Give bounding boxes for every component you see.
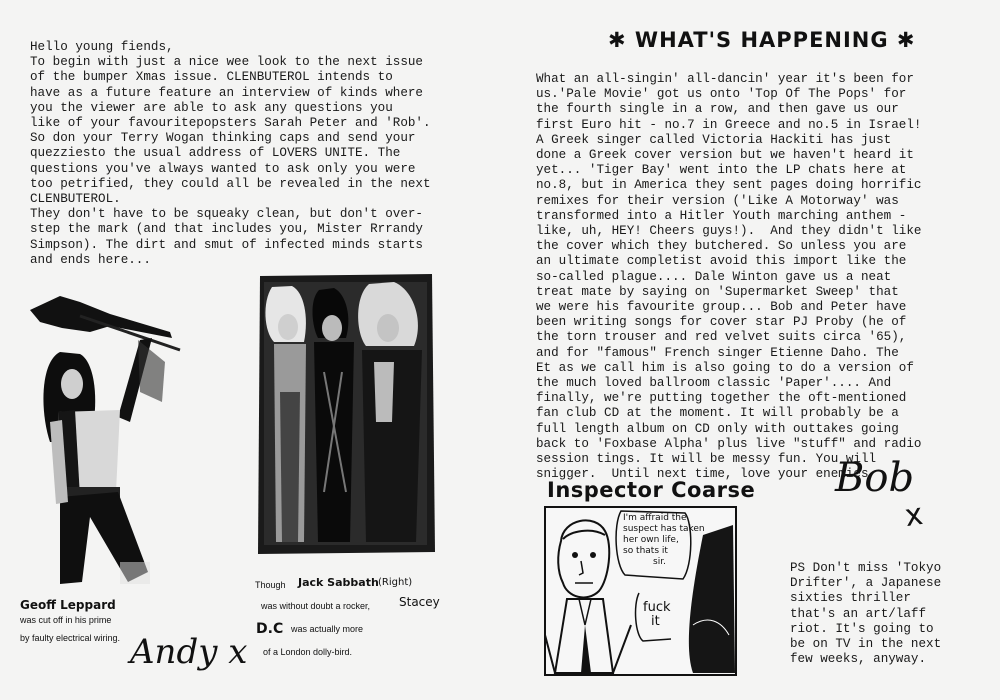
caption-geoff-line2: by faulty electrical wiring. bbox=[20, 633, 121, 643]
caption-more: was actually more bbox=[291, 624, 364, 634]
speech-line: so thats it bbox=[623, 546, 668, 556]
caption-dolly: of a London dolly-bird. bbox=[263, 647, 353, 657]
ps-note: PS Don't miss 'Tokyo Drifter', a Japanese sixties thriller that's an art/laff riot. It's going to be on TV in the next few weeks, anyway. bbox=[790, 561, 942, 667]
photo-geoff-leppard bbox=[20, 292, 185, 592]
speech-bubble-1 bbox=[623, 513, 705, 568]
speech-line: I'm affraid the bbox=[623, 513, 687, 523]
speech-line: sir. bbox=[653, 557, 666, 567]
caption-jack-sabbath: Jack Sabbath bbox=[298, 576, 379, 589]
speech-bubble-2 bbox=[643, 601, 671, 629]
caption-right: (Right) bbox=[378, 577, 413, 588]
inspector-coarse-title: Inspector Coarse bbox=[547, 478, 756, 502]
signature-bob: Bob bbox=[835, 455, 915, 501]
signature-bob-kiss: x bbox=[902, 496, 926, 535]
speech-line: suspect has taken bbox=[623, 524, 705, 534]
photo-band bbox=[254, 272, 437, 555]
whats-happening-title: ✱ WHAT'S HAPPENING ✱ bbox=[608, 28, 916, 52]
caption-dc: D.C bbox=[256, 621, 284, 637]
intro-letter: Hello young fiends, To begin with just a nice wee look to the next issue of the bumper Xmas issue. CLENBUTEROL intends to have as a future feature an interview of kinds where you the viewer are able to ask any questions you like of your favouritepopsters Sarah Peter and 'Rob'. So don your Terry Wogan thinking caps and send your quezziesto the usual address of LOVERS UNITE. The questions you've always wanted to ask only you were too petrified, they could all be revealed in the next CLENBUTEROL. They don't have to be squeaky clean, but don't over- step the mark (and that includes you, Mister Rrrandy Simpson). The dirt and smut of infected minds starts and ends here... bbox=[30, 40, 431, 267]
news-article: What an all-singin' all-dancin' year it's been for us.'Pale Movie' got us onto 'Top Of The Pops' for the fourth single in a row, and then gave us our first Euro hit - no.7 in Greece and no.5 in Israel! A Greek singer called Victoria Hackiti has just done a Greek cover version but we haven't heard it yet... 'Tiger Bay' went into the LP chats here at no.8, but in America they sent pages doing horrific remixes for their version ('Like A Motorway' was transformed into a Hitler Youth marching anthem - like, uh, HEY! Cheers guys!). And they didn't like the cover which they butchered. So unless you are an ultimate completist avoid this import like the so-called plague.... Dale Winton gave us a neat treat mate by saying on 'Supermarket Sweep' that we were his favourite group... Bob and Peter have been writing songs for cover star PJ Proby (he of the torn trouser and red velvet suits circa '65), and for "famous" French singer Etienne Daho. The Et as we call him is also going to do a version of the much loved ballroom classic 'Paper'.... And finally, we're putting together the oft-mentioned fan club CD at the moment. It will probably be a full length album on CD only with outtakes going back to 'Foxbase Alpha' plus live "stuff" and radio session tings. It will be messy fun. You will snigger. Until next time, love your enemies bbox=[536, 72, 922, 482]
caption-though: Though bbox=[255, 580, 286, 590]
speech-line: her own life, bbox=[623, 535, 679, 545]
speech-line: it bbox=[651, 614, 660, 629]
caption-rocker: was without doubt a rocker, bbox=[261, 601, 371, 611]
caption-geoff-name: Geoff Leppard bbox=[20, 598, 116, 612]
speech-line: fuck bbox=[643, 600, 671, 615]
caption-stacey: Stacey bbox=[399, 595, 440, 609]
signature-andy: Andy x bbox=[130, 632, 248, 672]
cartoon-panel bbox=[543, 505, 738, 677]
caption-geoff-line1: was cut off in his prime bbox=[20, 615, 112, 625]
